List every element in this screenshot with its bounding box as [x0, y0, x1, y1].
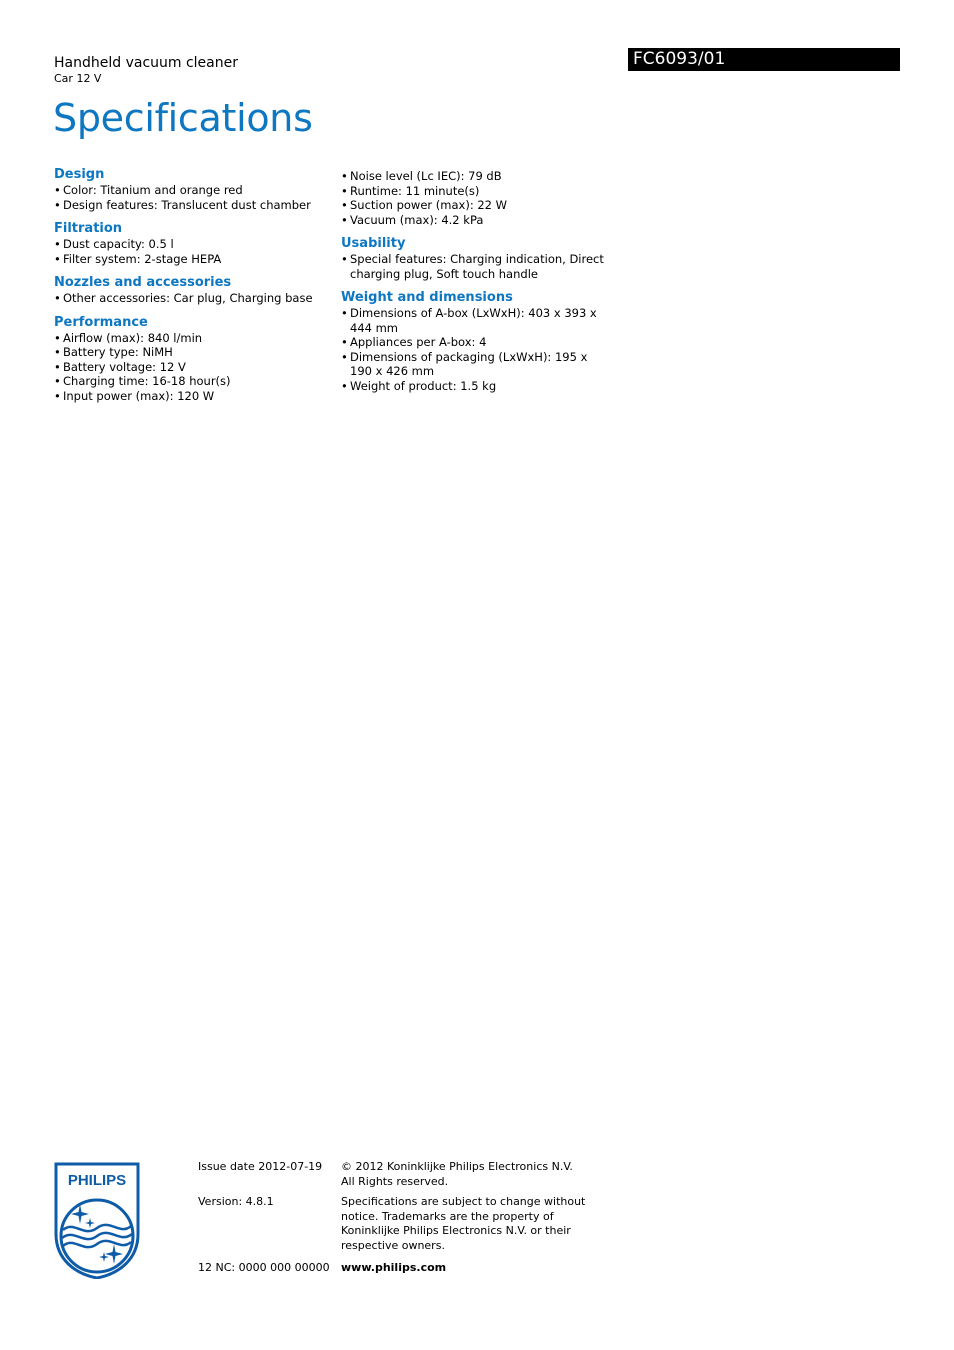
- model-number-badge: FC6093/01: [628, 48, 900, 71]
- legal-notice: Specifications are subject to change without notice. Trademarks are the property of Koninklijke Philips Electronics N.V. or their respective owners.: [341, 1195, 586, 1252]
- copyright-line: All Rights reserved.: [341, 1174, 449, 1188]
- section-title: Weight and dimensions: [341, 290, 513, 305]
- page-title: Specifications: [53, 96, 313, 140]
- spec-column-left: [54, 167, 334, 412]
- spec-item: • Dimensions of A-box (LxWxH): 403 x 393 x 444 mm: [341, 306, 611, 335]
- version: Version: 4.8.1: [198, 1195, 274, 1208]
- spec-item: • Dimensions of packaging (LxWxH): 195 x 190 x 426 mm: [341, 350, 611, 379]
- nc-number: 12 NC: 0000 000 00000: [198, 1261, 330, 1274]
- section-title: Performance: [54, 314, 148, 330]
- section-title: Nozzles and accessories: [54, 275, 232, 290]
- spec-item: • Noise level (Lc IEC): 79 dB: [341, 169, 611, 184]
- spec-item: • Airflow (max): 840 l/min: [54, 331, 334, 346]
- spec-item: • Runtime: 11 minute(s): [341, 184, 611, 199]
- philips-shield-icon: [54, 1162, 140, 1279]
- section-title: Usability: [341, 236, 406, 251]
- logo-wordmark: PHILIPS: [67, 1172, 127, 1189]
- spec-list-weight-dimensions: [341, 306, 611, 393]
- section-title: Filtration: [54, 221, 123, 236]
- spec-item: • Battery type: NiMH: [54, 345, 334, 360]
- spec-list-nozzles: [54, 291, 334, 306]
- section-title: Design: [54, 167, 105, 182]
- website-link[interactable]: www.philips.com: [341, 1261, 447, 1274]
- spec-item: • Input power (max): 120 W: [54, 389, 334, 404]
- issue-date: Issue date 2012-07-19: [198, 1160, 323, 1173]
- copyright-line: © 2012 Koninklijke Philips Electronics N.V.: [341, 1160, 573, 1173]
- spec-list-usability: [341, 252, 611, 281]
- spec-item: • Appliances per A-box: 4: [341, 335, 611, 350]
- product-subtitle: Car 12 V: [54, 72, 102, 85]
- product-name: Handheld vacuum cleaner: [54, 55, 238, 71]
- spec-item: • Dust capacity: 0.5 l: [54, 237, 334, 252]
- spec-list-performance-continued: [341, 169, 611, 227]
- spec-column-right: [341, 169, 611, 402]
- spec-item: • Suction power (max): 22 W: [341, 198, 611, 213]
- spec-item: • Vacuum (max): 4.2 kPa: [341, 213, 611, 228]
- spec-item: • Charging time: 16-18 hour(s): [54, 374, 334, 389]
- spec-item: • Design features: Translucent dust chamber: [54, 198, 334, 213]
- spec-item: • Other accessories: Car plug, Charging base: [54, 291, 334, 306]
- spec-item: • Battery voltage: 12 V: [54, 360, 334, 375]
- copyright: [341, 1160, 611, 1189]
- spec-item: • Special features: Charging indication, Direct charging plug, Soft touch handle: [341, 252, 611, 281]
- spec-list-design: [54, 183, 334, 212]
- spec-list-performance: [54, 331, 334, 404]
- spec-list-filtration: [54, 237, 334, 266]
- spec-item: • Weight of product: 1.5 kg: [341, 379, 611, 394]
- spec-item: • Filter system: 2-stage HEPA: [54, 252, 334, 267]
- spec-item: • Color: Titanium and orange red: [54, 183, 334, 198]
